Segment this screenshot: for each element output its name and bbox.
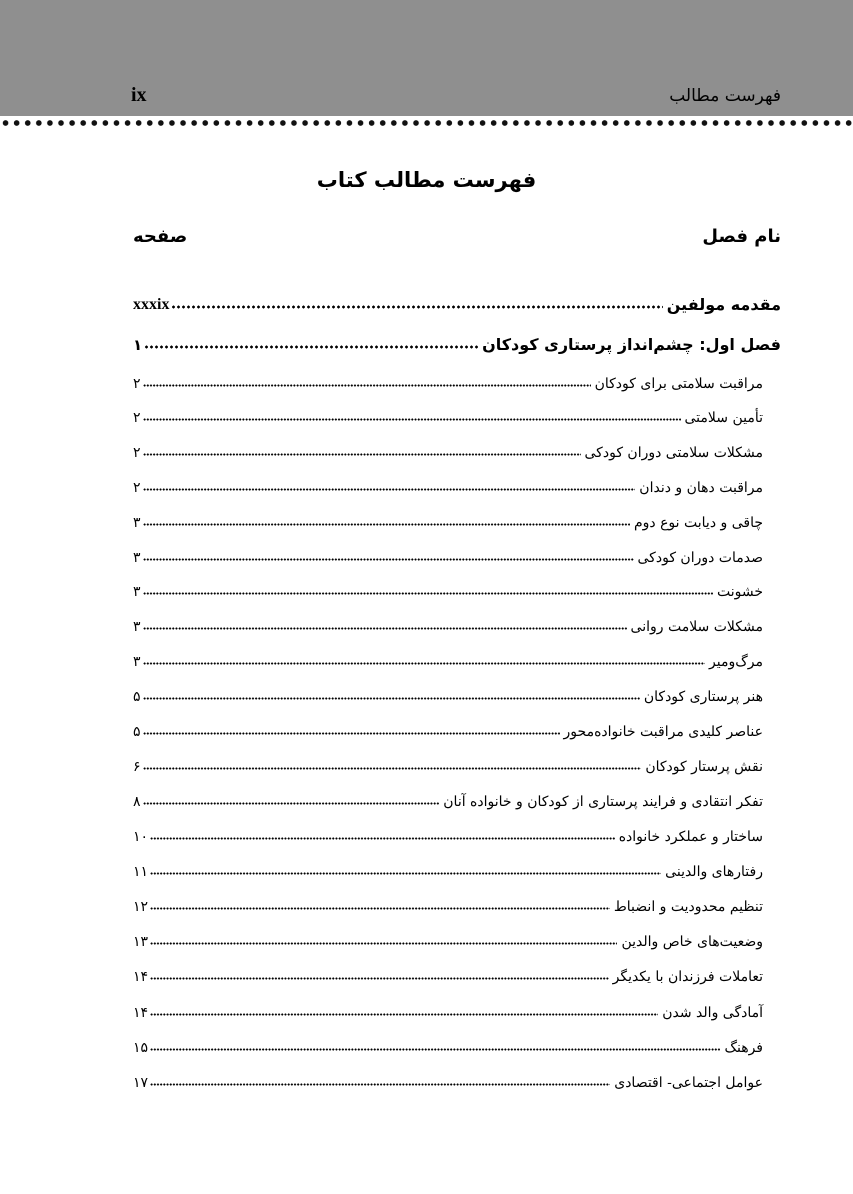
dot-leader xyxy=(143,767,642,770)
toc-entry xyxy=(133,576,763,600)
dot-leader xyxy=(143,592,713,595)
toc-entry xyxy=(133,681,763,705)
toc-entry xyxy=(133,437,763,461)
dot-leader xyxy=(143,802,440,805)
toc-entry-label: آمادگی والد شدن xyxy=(662,1005,763,1021)
toc-entry-label: تنظیم محدودیت و انضباط xyxy=(613,899,763,915)
toc-entry-page: ۱۴ xyxy=(133,1005,149,1021)
toc-entry xyxy=(133,611,763,635)
dot-leader xyxy=(143,488,636,491)
toc-entry xyxy=(133,646,763,670)
toc-entry-label: تفکر انتقادی و فرایند پرستاری از کودکان و خانواده آنان xyxy=(443,794,763,810)
toc-entry xyxy=(133,368,763,392)
dot-leader xyxy=(150,837,615,840)
dot-leader xyxy=(143,662,706,665)
toc-entry xyxy=(133,961,763,985)
toc-entry-page: ۳ xyxy=(133,654,141,670)
dot-leader xyxy=(150,907,610,910)
toc-entry-label: مقدمه مولفین xyxy=(666,295,781,314)
toc-entry-label: صدمات دوران کودکی xyxy=(637,550,763,566)
dot-leader xyxy=(150,942,617,945)
toc-entry xyxy=(133,330,781,354)
toc-entry-page: ۱۰ xyxy=(133,829,149,845)
toc-entry xyxy=(133,472,763,496)
toc-entry-label: ساختار و عملکرد خانواده xyxy=(618,829,763,845)
dot-leader xyxy=(143,418,681,421)
dot-leader xyxy=(143,558,634,561)
dot-leader xyxy=(143,453,581,456)
toc-entry-page: xxxix xyxy=(133,296,170,313)
toc-entry-label: چاقی و دیابت نوع دوم xyxy=(633,515,763,531)
column-header-page: صفحه xyxy=(133,226,188,247)
dot-leader xyxy=(144,345,478,349)
toc-entry xyxy=(133,751,763,775)
toc-entry-label: رفتارهای والدینی xyxy=(665,864,763,880)
toc-entry-page: ۳ xyxy=(133,584,141,600)
toc-entry xyxy=(133,821,763,845)
toc-entry xyxy=(133,542,763,566)
toc-entry xyxy=(133,716,763,740)
toc-entry-page: ۳ xyxy=(133,619,141,635)
toc-entry-page: ۳ xyxy=(133,515,141,531)
toc-entry xyxy=(133,997,763,1021)
dot-leader xyxy=(143,523,630,526)
toc-entry-label: مراقبت سلامتی برای کودکان xyxy=(594,376,763,392)
toc-entry-label: عناصر کلیدی مراقبت خانواده‌محور xyxy=(563,724,763,740)
page-number: ix xyxy=(131,84,147,106)
dot-leader xyxy=(143,627,627,630)
toc-entry-label: مرگ‌ومیر xyxy=(709,654,763,670)
toc-entry-label: مشکلات سلامتی دوران کودکی xyxy=(584,445,763,461)
toc-entry xyxy=(133,1032,763,1056)
toc-entry-page: ۲ xyxy=(133,445,141,461)
toc-entry xyxy=(133,507,763,531)
dot-leader xyxy=(150,1013,658,1016)
toc-entry-label: وضعیت‌های خاص والدین xyxy=(621,934,763,950)
toc-entry-page: ۵ xyxy=(133,724,141,740)
toc-entry-page: ۱۲ xyxy=(133,899,149,915)
toc-entry-page: ۱۷ xyxy=(133,1075,149,1091)
toc-entry xyxy=(133,1067,763,1091)
toc-entry-label: مراقبت دهان و دندان xyxy=(639,480,763,496)
toc-entry-page: ۶ xyxy=(133,759,141,775)
dot-leader xyxy=(143,732,560,735)
dot-leader xyxy=(143,384,591,387)
toc-entry-page: ۱۴ xyxy=(133,969,149,985)
toc-entry-label: تعاملات فرزندان با یکدیگر xyxy=(612,969,763,985)
toc-entry xyxy=(133,926,763,950)
toc-entry xyxy=(133,290,781,314)
running-title: فهرست مطالب xyxy=(669,86,781,106)
toc-entry-label: تأمین سلامتی xyxy=(684,410,763,426)
toc-entry-label: فصل اول: چشم‌انداز پرستاری کودکان xyxy=(482,335,781,354)
dot-leader xyxy=(150,1083,610,1086)
toc-entry-label: فرهنگ xyxy=(724,1040,763,1056)
toc-entry-page: ۳ xyxy=(133,550,141,566)
dot-leader xyxy=(150,1048,720,1051)
column-header-chapter: نام فصل xyxy=(702,226,781,247)
dot-leader xyxy=(150,872,661,875)
dot-leader xyxy=(143,697,640,700)
toc-entry-label: هنر پرستاری کودکان xyxy=(643,689,763,705)
toc-entry-label: عوامل اجتماعی- اقتصادی xyxy=(614,1075,763,1091)
dot-leader xyxy=(171,305,662,309)
toc-entry xyxy=(133,856,763,880)
toc-entry-page: ۱ xyxy=(133,336,143,354)
toc-entry-page: ۵ xyxy=(133,689,141,705)
toc-entry-page: ۱۱ xyxy=(133,864,149,880)
page-title: فهرست مطالب کتاب xyxy=(316,168,537,192)
toc-entry xyxy=(133,402,763,426)
dot-leader xyxy=(150,977,609,980)
toc-entry-page: ۲ xyxy=(133,376,141,392)
toc-entry-label: مشکلات سلامت روانی xyxy=(630,619,763,635)
toc-entry-page: ۲ xyxy=(133,410,141,426)
toc-entry-page: ۱۳ xyxy=(133,934,149,950)
toc-entry xyxy=(133,786,763,810)
toc-entry-page: ۲ xyxy=(133,480,141,496)
toc-entry-page: ۱۵ xyxy=(133,1040,149,1056)
toc-entry-page: ۸ xyxy=(133,794,141,810)
toc-entry-label: نقش پرستار کودکان xyxy=(645,759,763,775)
toc-entry xyxy=(133,891,763,915)
toc-entry-label: خشونت xyxy=(716,584,763,600)
